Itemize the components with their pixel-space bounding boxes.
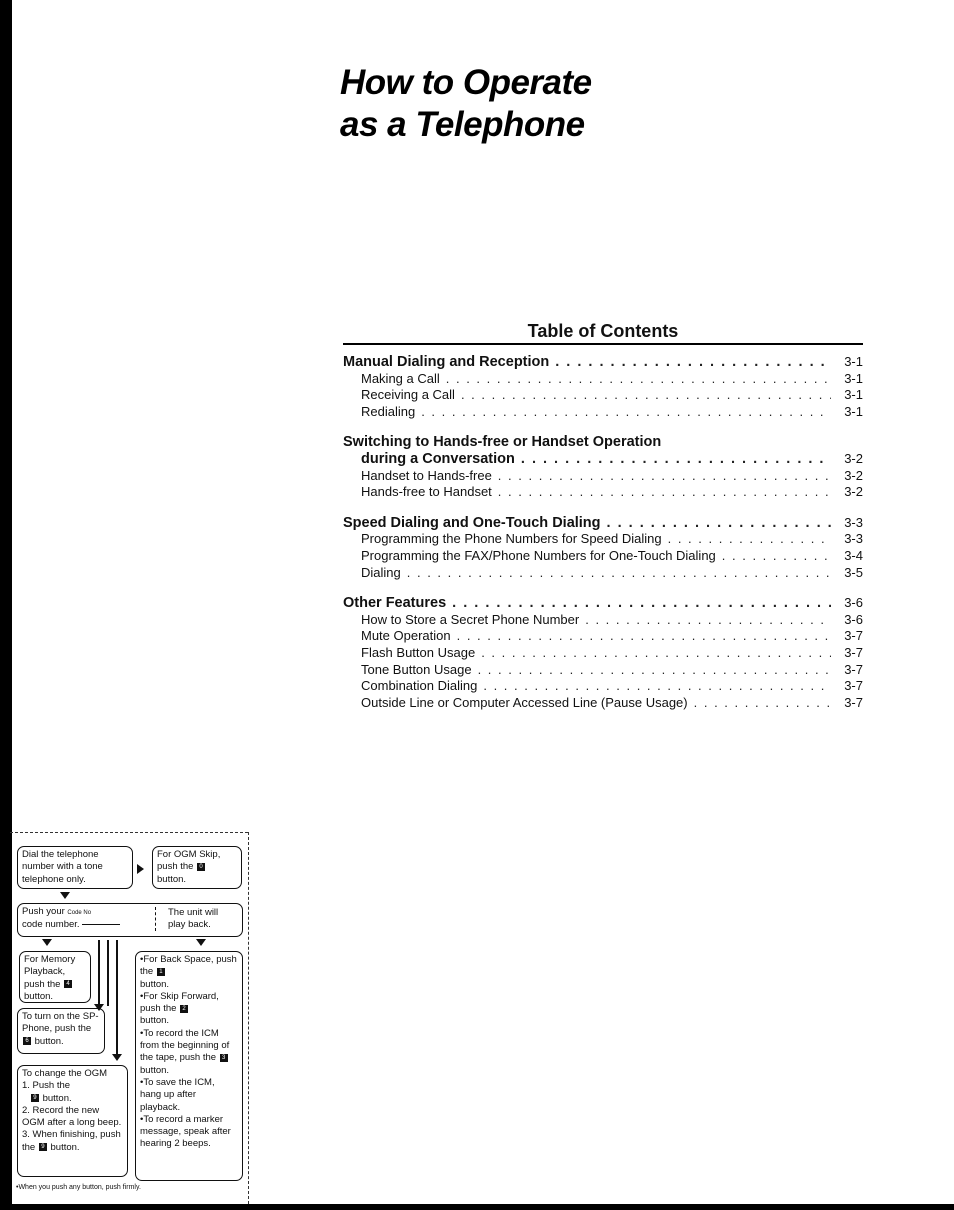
toc-item: How to Store a Secret Phone Number . . . 3-6 (343, 612, 863, 629)
button-0-icon: 0 (197, 863, 205, 871)
toc-item: Combination Dialing . . . 3-7 (343, 678, 863, 695)
flow-line (116, 940, 118, 1056)
table-of-contents (343, 354, 863, 711)
code-number-box: Push your Code No code number. The unit will play back. (17, 903, 243, 937)
playback-options-box: •For Back Space, push the 1 button. •For Skip Forward, push the 2 button. •To record the ICM from the beginning of the tape, push the 3 button. •To save the ICM, hang up after playback. •To record a marker message, speak after hearing 2 beeps. (135, 951, 243, 1181)
toc-divider (343, 343, 863, 345)
toc-item: Receiving a Call . . . 3-1 (343, 387, 863, 404)
scan-edge-bottom (0, 1204, 954, 1210)
toc-section: Other Features . . . 3-6 (343, 595, 863, 612)
arrow-down-icon (42, 939, 52, 946)
diagram-border-right (248, 832, 249, 1204)
arrow-right-icon (137, 864, 144, 874)
button-2-icon: 2 (180, 1005, 188, 1013)
button-1-icon: 1 (157, 968, 165, 976)
toc-section: Speed Dialing and One-Touch Dialing . . . 3-3 (343, 515, 863, 532)
button-9-icon: 9 (31, 1094, 39, 1102)
arrow-down-icon (60, 892, 70, 899)
toc-item: Mute Operation . . . 3-7 (343, 628, 863, 645)
toc-item: Hands-free to Handset . . . 3-2 (343, 484, 863, 501)
page-title (340, 62, 592, 146)
button-4-icon: 4 (64, 980, 72, 988)
button-3-icon: 3 (220, 1054, 228, 1062)
sp-phone-box: To turn on the SP-Phone, push the 6 button. (17, 1008, 105, 1054)
footnote: •When you push any button, push firmly. (16, 1184, 141, 1191)
ogm-skip-box: For OGM Skip, push the 0 button. (152, 846, 242, 889)
toc-section-cont: during a Conversation . . . 3-2 (343, 451, 863, 468)
arrow-down-icon (94, 1004, 104, 1011)
flow-line (107, 940, 109, 1006)
dial-tone-box: Dial the telephone number with a tone telephone only. (17, 846, 133, 889)
change-ogm-box: To change the OGM 1. Push the 9 button. 2. Record the new OGM after a long beep. 3. When finishing, push the 9 button. (17, 1065, 128, 1177)
toc-section: Manual Dialing and Reception . . . 3-1 (343, 354, 863, 371)
scan-edge-left (0, 0, 12, 1210)
toc-item: Outside Line or Computer Accessed Line (Pause Usage) . . . 3-7 (343, 695, 863, 712)
toc-heading: Table of Contents (527, 321, 679, 341)
title-line-2: as a Telephone (340, 105, 585, 144)
toc-item: Flash Button Usage . . . 3-7 (343, 645, 863, 662)
toc-item: Dialing . . . 3-5 (343, 565, 863, 582)
title-line-1: How to Operate (340, 63, 592, 102)
toc-item: Making a Call . . . 3-1 (343, 371, 863, 388)
toc-item: Programming the Phone Numbers for Speed Dialing . . . 3-3 (343, 531, 863, 548)
memory-playback-box: For Memory Playback, push the 4 button. (19, 951, 91, 1003)
toc-item: Programming the FAX/Phone Numbers for One-Touch Dialing . . . 3-4 (343, 548, 863, 565)
button-6-icon: 6 (23, 1037, 31, 1045)
toc-section: Switching to Hands-free or Handset Operation (343, 434, 662, 451)
arrow-down-icon (196, 939, 206, 946)
toc-item: Tone Button Usage . . . 3-7 (343, 662, 863, 679)
diagram-border-top (10, 832, 248, 833)
flow-line (98, 940, 100, 1006)
toc-item: Redialing . . . 3-1 (343, 404, 863, 421)
toc-item: Handset to Hands-free . . . 3-2 (343, 468, 863, 485)
button-9-icon: 9 (39, 1143, 47, 1151)
arrow-down-icon (112, 1054, 122, 1061)
